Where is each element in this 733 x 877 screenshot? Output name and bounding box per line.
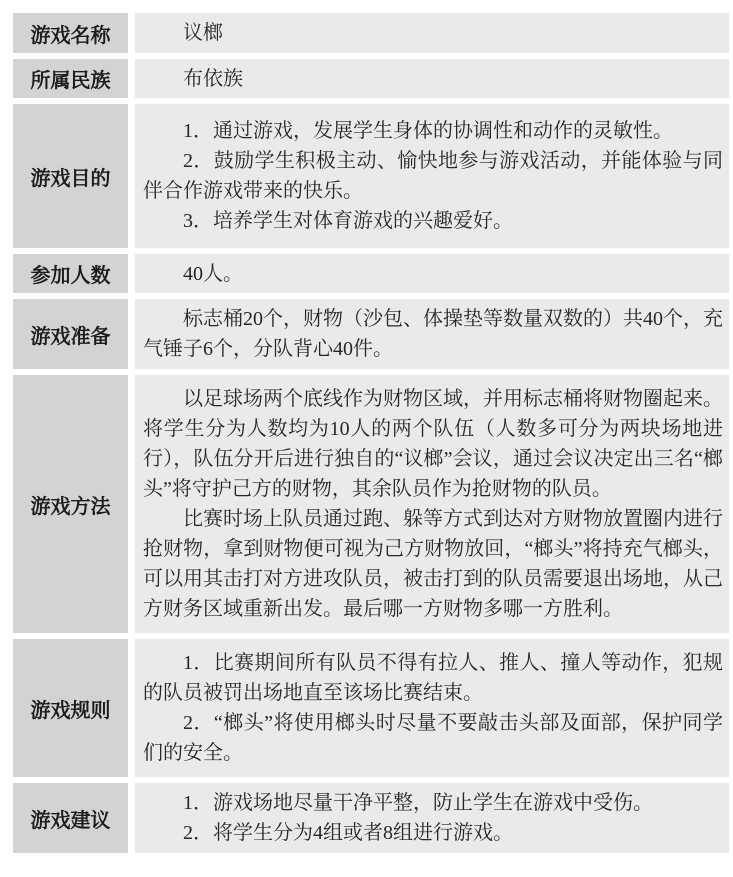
paragraph: 1．比赛期间所有队员不得有拉人、推人、撞人等动作，犯规的队员被罚出场地直至该场比赛结束。 xyxy=(143,652,723,704)
table-row-participant-count xyxy=(13,254,729,293)
paragraph: 比赛时场上队员通过跑、躲等方式到达对方财物放置圈内进行抢财物，拿到财物便可视为己方财物放回，“榔头”将持充气榔头，可以用其击打对方进攻队员，被击打到的队员需要退出场地，从己方财务区域重新出发。最后哪一方财物多哪一方胜利。 xyxy=(143,508,723,620)
paragraph: 2．将学生分为4组或者8组进行游戏。 xyxy=(183,822,513,844)
row-content xyxy=(135,13,729,53)
row-content xyxy=(135,59,729,98)
table-row-game-preparation xyxy=(13,299,729,369)
table-row-game-purpose xyxy=(13,104,729,248)
row-content xyxy=(135,375,729,633)
paragraph: 40人。 xyxy=(183,262,243,285)
row-content xyxy=(135,299,729,369)
paragraph: 议榔 xyxy=(183,22,223,44)
row-label: 游戏目的 xyxy=(13,104,128,248)
row-label: 游戏名称 xyxy=(13,13,128,53)
table-row-game-method xyxy=(13,375,729,633)
paragraph: 2．“榔头”将使用榔头时尽量不要敲击头部及面部，保护同学们的安全。 xyxy=(143,712,723,764)
paragraph: 标志桶20个，财物（沙包、体操垫等数量双数的）共40个，充气锤子6个，分队背心40件。 xyxy=(143,308,723,360)
table-row-game-suggestions xyxy=(13,783,729,853)
paragraph: 3．培养学生对体育游戏的兴趣爱好。 xyxy=(183,210,513,232)
paragraph: 2．鼓励学生积极主动、愉快地参与游戏活动，并能体验与同伴合作游戏带来的快乐。 xyxy=(143,150,723,202)
row-content xyxy=(135,783,729,853)
row-label: 游戏准备 xyxy=(13,299,128,369)
row-label: 所属民族 xyxy=(13,59,128,98)
table-row-ethnic-group xyxy=(13,59,729,98)
paragraph: 1．通过游戏，发展学生身体的协调性和动作的灵敏性。 xyxy=(183,120,673,142)
paragraph: 以足球场两个底线作为财物区域，并用标志桶将财物圈起来。将学生分为人数均为10人的两个队伍（人数多可分为两块场地进行），队伍分开后进行独自的“议榔”会议，通过会议决定出三名“榔头”将守护己方的财物，其余队员作为抢财物的队员。 xyxy=(143,388,723,500)
paragraph: 布依族 xyxy=(183,67,243,90)
table-row-game-name xyxy=(13,13,729,53)
row-content xyxy=(135,104,729,248)
row-label: 参加人数 xyxy=(13,254,128,293)
row-label: 游戏建议 xyxy=(13,783,128,853)
table-row-game-rules xyxy=(13,639,729,777)
game-info-table xyxy=(13,13,729,853)
row-content xyxy=(135,639,729,777)
row-label: 游戏方法 xyxy=(13,375,128,633)
paragraph: 1．游戏场地尽量干净平整，防止学生在游戏中受伤。 xyxy=(183,792,653,814)
row-content xyxy=(135,254,729,293)
row-label: 游戏规则 xyxy=(13,639,128,777)
